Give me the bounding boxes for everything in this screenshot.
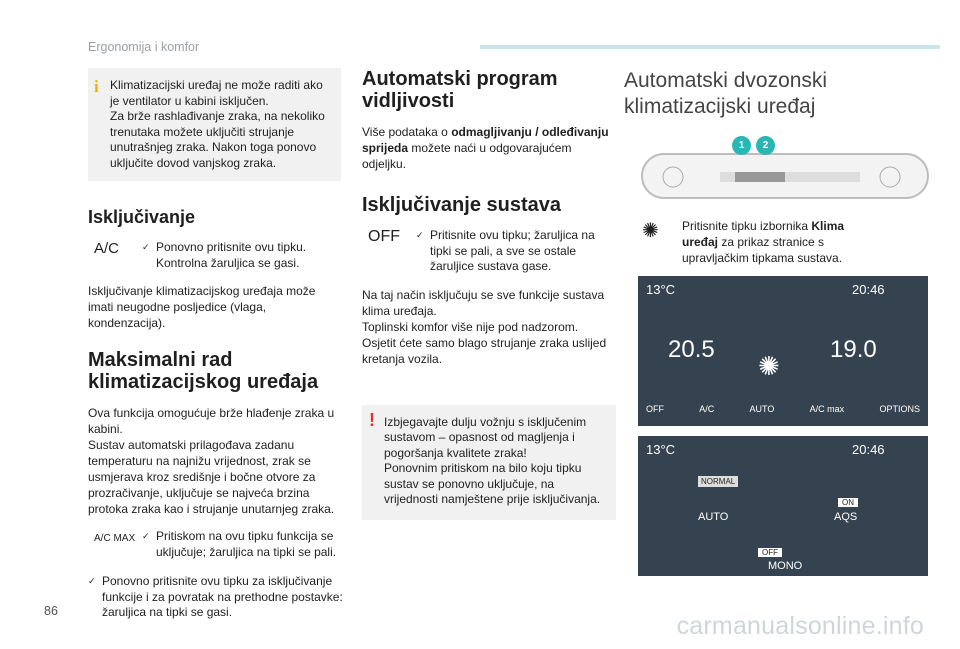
heading-visibility: Automatski program vidljivosti — [362, 68, 558, 112]
watermark: carmanualsonline.info — [676, 612, 924, 640]
left-temp[interactable]: 20.5 — [668, 336, 715, 363]
info-box — [88, 68, 341, 181]
column-1 — [88, 68, 343, 621]
control-panel-diagram — [640, 142, 930, 202]
fan-icon: ✺ — [642, 220, 659, 242]
fan-speed-icon[interactable]: ✺ — [758, 351, 780, 381]
aqs-label[interactable]: AQS — [834, 511, 858, 523]
btn-acmax[interactable]: A/C max — [809, 404, 845, 414]
btn-options[interactable]: OPTIONS — [879, 404, 920, 414]
heading-system-off: Isključivanje sustava — [362, 194, 562, 216]
ac-button-label: A/C — [94, 240, 120, 257]
badge-1: 1 — [732, 136, 751, 155]
btn-auto[interactable]: AUTO — [749, 404, 775, 414]
bullet-icon: ✓ — [142, 242, 150, 252]
acmax-row — [88, 529, 343, 560]
off-paragraph: Isključivanje klimatizacijskog uređaja može imati neugodne posljedice (vlaga, kondenzacija). — [88, 284, 316, 330]
clock: 20:46 — [852, 282, 885, 297]
off-bullet: ✓ Pritisnite ovu tipku; žaruljica na tipki se pali, a sve se ostale žaruljice sustava gase. — [416, 228, 595, 273]
clock-2: 20:46 — [852, 442, 885, 457]
screen-1 — [638, 276, 928, 426]
normal-label: NORMAL — [698, 476, 738, 487]
on-label: ON — [838, 498, 858, 507]
off-button-label: OFF — [368, 228, 400, 245]
outside-temp-2: 13°C — [646, 442, 676, 457]
mono-label[interactable]: MONO — [768, 560, 803, 572]
section-title: Automatski dvozonski klimatizacijski uređaj — [624, 69, 828, 118]
acmax-bullet: ✓ Pritiskom na ovu tipku funkcija se uključuje; žaruljica na tipki se pali. — [142, 529, 337, 559]
warning-text: Izbjegavajte dulju vožnju s isključenim sustavom – opasnost od magljenja i pogoršanja kvalitete zraka! Ponovnim pritiskom na bilo koju tipku sustav se ponovno uključuje, na vrijednosti namještene prije isključivanja. — [384, 414, 601, 506]
screen-2 — [638, 436, 928, 576]
badge-2: 2 — [756, 136, 775, 155]
off-row — [362, 228, 616, 275]
column-3 — [624, 68, 938, 576]
system-paragraph: Na taj način isključuju se sve funkcije sustava klima uređaja. Toplinski komfor više nije pod nadzorom. Osjetit ćete samo blago strujanje zraka uslijed kretanja vozila. — [362, 287, 607, 366]
outside-temp: 13°C — [646, 282, 676, 297]
press-row — [624, 218, 938, 266]
ac-row — [88, 240, 343, 271]
section-header: Ergonomija i komfor — [88, 40, 200, 54]
acmax-button-label: A/C MAX — [94, 533, 136, 544]
bullet-icon: ✓ — [88, 576, 96, 586]
press-text: Pritisnite tipku izbornika Klima uređaj za prikaz stranice s upravljačkim tipkama sustava. — [682, 219, 845, 265]
visibility-paragraph: Više podataka o odmagljivanju / odleđivanju sprijeda možete naći u odgovarajućem odjeljku. — [362, 125, 609, 171]
right-temp[interactable]: 19.0 — [830, 336, 877, 363]
heading-max: Maksimalni rad klimatizacijskog uređaja — [88, 349, 319, 393]
info-icon: i — [94, 77, 99, 96]
btn-ac[interactable]: A/C — [699, 404, 715, 414]
warning-box — [362, 405, 616, 520]
last-bullet: ✓ Ponovno pritisnite ovu tipku za isključivanje funkcije i za povratak na prethodne postavke: žaruljica na tipki se gasi. — [88, 574, 343, 619]
heading-off: Isključivanje — [88, 207, 196, 227]
max-paragraph: Ova funkcija omogućuje brže hlađenje zraka u kabini. Sustav automatski prilagođava zadanu temperaturu na najnižu vrijednost, zrak se usmjerava kroz središnje i bočne otvore za prozračivanje, uključuje se najveća brzina protoka zraka kao i strujanje unutarnjeg zraka. — [88, 406, 335, 516]
control-panel-drawing — [640, 142, 930, 202]
btn-off[interactable]: OFF — [646, 404, 664, 414]
info-text: Klimatizacijski uređaj ne može raditi ako je ventilator u kabini isključen. Za brže rashlađivanje zraka, na nekoliko trenutaka možete uključiti strujanje unutrašnjeg zraka. Nakon toga ponovo uključite dovod vanjskog zraka. — [110, 78, 325, 170]
auto-label[interactable]: AUTO — [698, 511, 729, 523]
off-label: OFF — [758, 548, 782, 557]
column-2 — [362, 68, 616, 520]
ac-bullet: ✓ Ponovno pritisnite ovu tipku. Kontrolna žaruljica se gasi. — [142, 240, 307, 270]
page-number: 86 — [44, 604, 58, 618]
screen1-buttons — [638, 404, 928, 414]
warning-icon: ! — [369, 409, 375, 430]
bullet-icon: ✓ — [416, 230, 424, 240]
bullet-icon: ✓ — [142, 531, 150, 541]
header-bar — [480, 45, 940, 49]
